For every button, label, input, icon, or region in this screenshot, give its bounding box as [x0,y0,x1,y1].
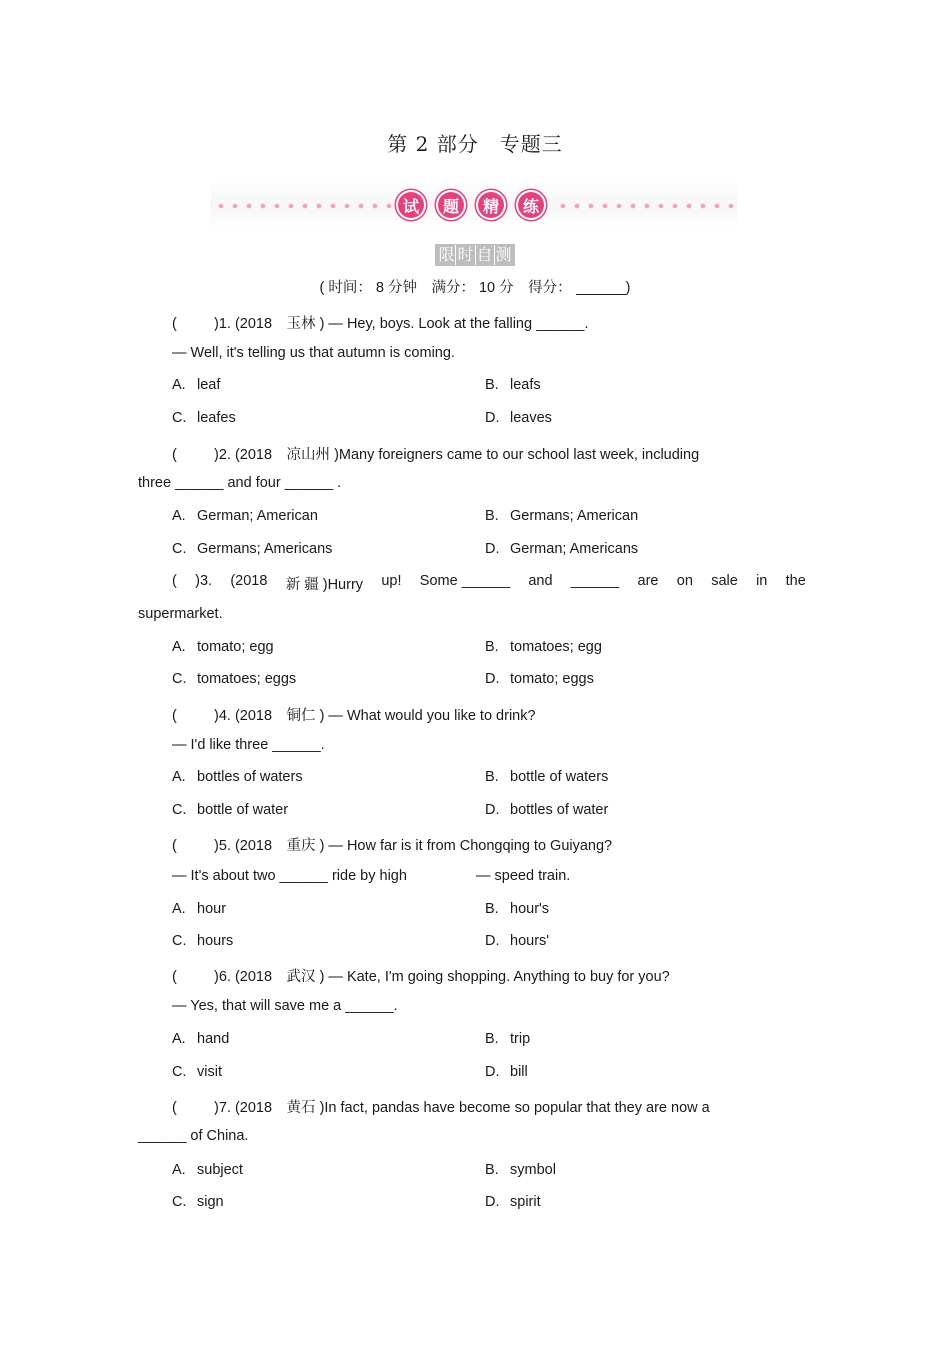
option-d[interactable]: D. spirit [485,1194,541,1210]
question-text: )5. (2018 重庆 ) — How far is it from Chongqing to Guiyang? [214,838,613,854]
question-2-stem [172,443,699,464]
banner-badge: 精 [476,190,506,220]
score-line [0,276,950,297]
question-7-line2: ______ of China. [138,1128,249,1144]
option-d[interactable]: D. tomato; eggs [485,671,594,687]
question-7-stem [172,1096,710,1117]
option-d[interactable]: D. hours' [485,933,550,949]
banner-dots-right [556,203,734,209]
question-2-line2: three ______ and four ______ . [138,475,342,491]
section-banner [210,180,738,230]
subtitle-char: 自 [476,245,493,264]
score-line-close: ) [625,280,631,296]
answer-paren[interactable]: ( [172,969,177,985]
option-b[interactable]: B. tomatoes; egg [485,639,602,655]
option-a[interactable]: A. German; American [172,508,318,524]
answer-paren[interactable]: ( [172,708,177,724]
question-5-line2-end: — speed train. [476,868,571,884]
option-b[interactable]: B. symbol [485,1162,556,1178]
question-4-stem [172,704,536,725]
option-c[interactable]: C. hours [172,933,234,949]
question-text: )6. (2018 武汉 ) — Kate, I'm going shopping. Anything to buy for you? [214,969,670,985]
score-blank[interactable] [576,280,626,295]
option-b[interactable]: B. hour's [485,901,550,917]
option-c[interactable]: C. tomatoes; eggs [172,671,297,687]
answer-paren[interactable]: ( [172,573,177,589]
question-5-stem [172,834,612,855]
option-c[interactable]: C. bottle of water [172,802,289,818]
answer-paren[interactable]: ( [172,1100,177,1116]
banner-badge: 题 [436,190,466,220]
option-a[interactable]: A. subject [172,1162,243,1178]
question-1-stem [172,312,589,333]
option-b[interactable]: B. leafs [485,377,541,393]
score-line-text: ( 时间： 8 分钟 满分： 10 分 得分： [319,280,572,296]
banner-dots-left [214,203,392,209]
question-text: )2. (2018 凉山州 )Many foreigners came to our school last week, including [214,447,700,463]
subtitle-char: 时 [457,245,474,264]
question-1-line2: — Well, it's telling us that autumn is coming. [172,345,455,361]
option-d[interactable]: D. leaves [485,410,552,426]
option-d[interactable]: D. bill [485,1064,528,1080]
option-a[interactable]: A. leaf [172,377,221,393]
question-text: )4. (2018 铜仁 ) — What would you like to drink? [214,708,536,724]
question-3-line2: supermarket. [138,606,223,622]
question-6-stem [172,965,670,986]
question-5-line2: — It's about two ______ ride by high [172,868,407,884]
option-c[interactable]: C. visit [172,1064,222,1080]
option-d[interactable]: D. bottles of water [485,802,609,818]
option-c[interactable]: C. leafes [172,410,236,426]
answer-paren[interactable]: ( [172,838,177,854]
subtitle-char: 限 [438,245,455,264]
option-a[interactable]: A. tomato; egg [172,639,274,655]
option-b[interactable]: B. trip [485,1031,531,1047]
option-c[interactable]: C. sign [172,1194,224,1210]
option-d[interactable]: D. German; Americans [485,541,639,557]
question-3-stem: ( )3. (2018 新 疆 )Hurry up! Some ______ and ______ are on sale in the [172,573,806,593]
section-subtitle [0,244,950,266]
option-a[interactable]: A. bottles of waters [172,769,303,785]
subtitle-char: 测 [495,245,512,264]
question-6-line2: — Yes, that will save me a ______. [172,998,398,1014]
option-a[interactable]: A. hand [172,1031,230,1047]
option-b[interactable]: B. bottle of waters [485,769,609,785]
question-4-line2: — I'd like three ______. [172,737,325,753]
answer-paren[interactable]: ( [172,447,177,463]
question-text: )7. (2018 黄石 )In fact, pandas have become so popular that they are now a [214,1100,710,1116]
question-text: )1. (2018 玉林 ) — Hey, boys. Look at the falling ______. [214,316,589,332]
banner-badge: 试 [396,190,426,220]
banner-badge: 练 [516,190,546,220]
option-b[interactable]: B. Germans; American [485,508,639,524]
option-a[interactable]: A. hour [172,901,227,917]
answer-paren[interactable]: ( [172,316,177,332]
option-c[interactable]: C. Germans; Americans [172,541,333,557]
page-title: 第 2 部分 专题三 [387,132,563,156]
